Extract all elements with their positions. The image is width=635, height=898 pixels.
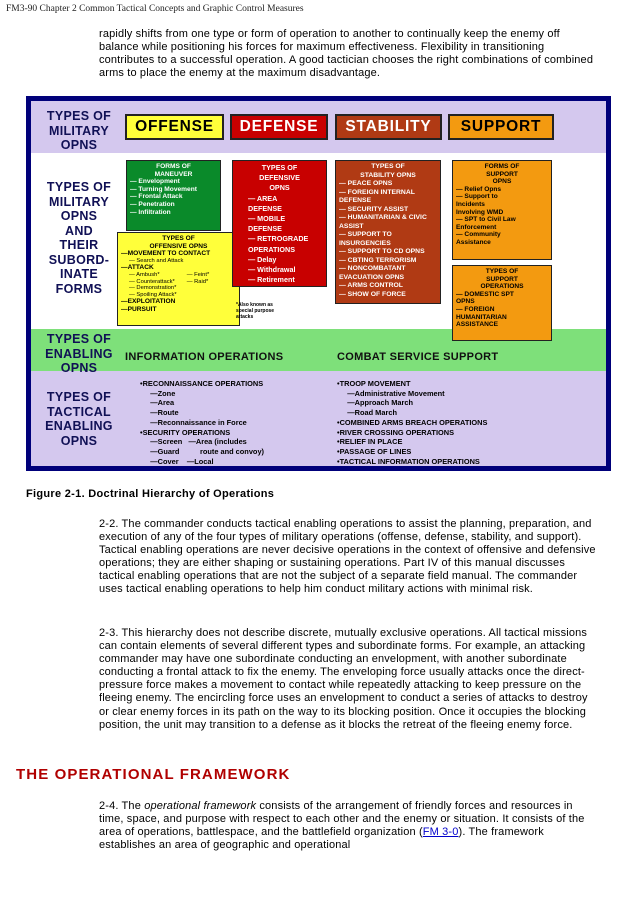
list-line: — Envelopment bbox=[130, 178, 180, 186]
list-line: TYPES OF bbox=[46, 109, 112, 123]
combat-service-support-label: COMBAT SERVICE SUPPORT bbox=[337, 351, 499, 363]
list-line: INATE bbox=[59, 267, 99, 281]
intro-paragraph: rapidly shifts from one type or form of operation to another to continually keep the enemy off balance while positioning his forces for maximum effectiveness. Flexibility in transitioning contributes to a successful operation. A good tactician chooses the right combinations of combined arms to place the enemy at the maximum disadvantage. bbox=[99, 28, 594, 80]
list-line: TYPES OF bbox=[46, 332, 112, 346]
list-line: — SUPPORT TO CD OPNS bbox=[339, 248, 425, 255]
list-line: ENABLING bbox=[45, 419, 113, 433]
list-line: OPNS bbox=[492, 178, 512, 186]
list-line: ENABLING bbox=[45, 346, 113, 361]
list-line: — Delay bbox=[248, 254, 277, 264]
label-types-of-military-opns bbox=[34, 109, 124, 153]
list-line: Incidents bbox=[456, 200, 485, 208]
defense-header: DEFENSE bbox=[230, 114, 328, 140]
list-line: OPERATIONS bbox=[248, 244, 295, 254]
list-line: ASSISTANCE bbox=[456, 321, 499, 329]
offense-header: OFFENSE bbox=[125, 114, 224, 140]
list-line: OPNS bbox=[60, 433, 98, 448]
list-line: — DOMESTIC SPT bbox=[456, 290, 514, 298]
list-line: — Demonstration* bbox=[129, 285, 177, 292]
figure-caption: Figure 2-1. Doctrinal Hierarchy of Operations bbox=[26, 488, 275, 500]
list-line: THEIR bbox=[59, 238, 99, 252]
list-line: — Support to bbox=[456, 193, 498, 201]
list-line: STABILITY OPNS bbox=[360, 171, 416, 179]
list-line: — NONCOMBATANT bbox=[339, 265, 406, 272]
list-line: — Community bbox=[456, 231, 501, 239]
list-line: OPNS bbox=[60, 138, 98, 152]
list-line: — Penetration bbox=[130, 200, 175, 208]
list-line: OPNS bbox=[269, 183, 290, 193]
list-line: — FOREIGN INTERNAL bbox=[339, 188, 415, 196]
list-line: — Raid* bbox=[186, 278, 209, 285]
support-header: SUPPORT bbox=[448, 114, 554, 140]
list-line: — Relief Opns bbox=[456, 185, 502, 193]
paragraph-2-4: 2-4. The operational framework consists of the arrangement of friendly forces and resources in time, space, and purpose with respect to each other and the enemy or situation. It consists of the area of operations, battlespace, and the battlefield organization (FM 3-0). The framework establishes an area of geographic and operational bbox=[99, 800, 585, 852]
list-line: Assistance bbox=[456, 238, 491, 246]
section-title: THE OPERATIONAL FRAMEWORK bbox=[16, 766, 291, 783]
list-line: OPNS bbox=[60, 361, 98, 375]
list-line: — MOBILE bbox=[248, 214, 286, 224]
list-line: — Turning Movement bbox=[130, 185, 197, 193]
list-line: DEFENSE bbox=[248, 224, 282, 234]
list-line: DEFENSIVE bbox=[259, 173, 300, 183]
list-line: — Withdrawal bbox=[248, 265, 296, 275]
running-head: FM3-90 Chapter 2 Common Tactical Concepts and Graphic Control Measures bbox=[6, 4, 304, 14]
list-line: — PEACE OPNS bbox=[339, 180, 393, 187]
list-line: FORMS OF bbox=[484, 163, 520, 170]
list-line: — Frontal Attack bbox=[130, 193, 183, 201]
list-line: — SUPPORT TO bbox=[339, 231, 392, 238]
forms-of-support-box bbox=[452, 160, 552, 260]
operational-framework-term: operational framework bbox=[144, 800, 257, 812]
list-line: MILITARY bbox=[48, 123, 110, 138]
special-purpose-footnote bbox=[236, 302, 274, 320]
list-line: SUPPORT bbox=[486, 170, 518, 178]
list-line: — SPT to Civil Law bbox=[456, 216, 516, 224]
label-types-of-tactical-enabling-opns bbox=[34, 390, 124, 448]
list-line: special purpose bbox=[236, 308, 275, 314]
list-line: — ARMS CONTROL bbox=[339, 282, 403, 289]
list-line: FORMS OF bbox=[156, 163, 191, 170]
stability-header: STABILITY bbox=[335, 114, 442, 140]
tactical-left-list: •RECONNAISSANCE OPERATIONS —Zone —Area —Route —Reconnaissance in Force •SECURITY OPERATIONS —Screen —Area (includes —Guard route and convoy) —Cover —Local bbox=[140, 379, 265, 466]
forms-of-maneuver-box bbox=[126, 160, 221, 231]
fm-3-0-link[interactable]: FM 3-0 bbox=[422, 826, 459, 839]
support-opns-box bbox=[452, 265, 552, 341]
paragraph-2-2: 2-2. The commander conducts tactical enabling operations to assist the planning, preparation, and execution of any of the four types of military operations (offense, defense, stability, and support). Tactical enabling operations are never decisive operations in the context of offensive and defensive operations; they are either shaping or sustaining operations. Part IV of this manual discusses tactical enabling operations that are not the subject of a separate field manual. The commander uses tactical enabling operations to help him conduct military actions with minimal risk. bbox=[99, 518, 596, 596]
list-line: TYPES OF bbox=[261, 163, 298, 172]
tactical-right-list: •TROOP MOVEMENT —Administrative Movement —Approach March —Road March •COMBINED ARMS BREACH OPERATIONS •RIVER CROSSING OPERATIONS •RELIEF IN PLACE •PASSAGE OF LINES •TACTICAL INFORMATION OPERATIONS bbox=[337, 379, 488, 466]
list-line: Involving WMD bbox=[456, 208, 504, 216]
list-line: DEFENSE bbox=[339, 197, 372, 204]
list-line: TYPES OF bbox=[162, 235, 195, 242]
list-line: — RETROGRADE bbox=[248, 234, 309, 244]
list-line: — Retirement bbox=[248, 275, 295, 285]
list-line: INSURGENCIES bbox=[339, 239, 391, 247]
list-line: SUBORD- bbox=[48, 252, 110, 267]
list-line: — HUMANITARIAN & CIVIC bbox=[339, 214, 427, 221]
list-line: TACTICAL bbox=[47, 404, 111, 419]
list-line: — AREA bbox=[248, 193, 278, 203]
list-line: —EXPLOITATION bbox=[121, 298, 176, 306]
list-line: — SHOW OF FORCE bbox=[339, 290, 406, 298]
paragraph-2-3: 2-3. This hierarchy does not describe discrete, mutually exclusive operations. All tactical missions can contain elements of several different types and subordinate forms. For example, an attacking commander may have one subordinate conducting an envelopment, with another subordinate conducting a frontal attack to fix the enemy. The enveloping force usually attacks once the direct-pressure force makes a movement to contact while repeatedly attacking to keep pressure on the fleeing enemy. The encircling force uses an envelopment to conduct a series of attacks to destroy or clear enemy forces in its path on the way to its blocking position. Once it occupies the blocking position, the unit may transition to a defense as it blocks the retreat of the fleeing enemy force. bbox=[99, 627, 588, 731]
label-types-of-enabling-opns bbox=[34, 332, 124, 376]
list-line: HUMANITARIAN bbox=[456, 313, 507, 321]
list-line: — Counterattack* bbox=[129, 278, 175, 285]
list-line: — FOREIGN bbox=[456, 305, 495, 313]
list-line: —PURSUIT bbox=[121, 305, 157, 313]
list-line: — Feint* bbox=[186, 271, 210, 278]
list-line: attacks bbox=[236, 314, 254, 320]
list-line: Enforcement bbox=[456, 223, 497, 231]
list-line: EVACUATION OPNS bbox=[339, 273, 405, 281]
list-line: MILITARY bbox=[48, 194, 110, 209]
list-line: TYPES OF bbox=[485, 268, 519, 275]
list-line: OPERATIONS bbox=[480, 283, 524, 291]
list-line: FORMS bbox=[55, 281, 103, 296]
list-line: — CBTING TERRORISM bbox=[339, 256, 417, 264]
list-line: — Infiltration bbox=[130, 208, 171, 216]
information-operations-label: INFORMATION OPERATIONS bbox=[125, 351, 284, 363]
list-line: MANEUVER bbox=[154, 170, 193, 178]
list-line: TYPES OF bbox=[371, 163, 405, 170]
list-line: TYPES OF bbox=[46, 390, 112, 404]
list-line: SUPPORT bbox=[486, 275, 518, 283]
label-types-military-opns-subordinate bbox=[34, 180, 124, 296]
stability-opns-box bbox=[335, 160, 441, 304]
list-line: OPNS bbox=[456, 298, 475, 306]
list-line: — Spoiling Attack* bbox=[129, 291, 177, 298]
doctrinal-hierarchy-figure bbox=[26, 96, 611, 471]
defensive-opns-box bbox=[232, 160, 327, 287]
list-line: OFFENSIVE OPNS bbox=[149, 242, 208, 250]
list-line: OPNS bbox=[60, 209, 98, 223]
list-line: — Ambush* bbox=[129, 271, 160, 278]
list-line: *Also known as bbox=[236, 302, 273, 308]
list-line: DEFENSE bbox=[248, 203, 282, 213]
list-line: ASSIST bbox=[339, 222, 364, 230]
offensive-opns-box: TYPES OF OFFENSIVE OPNS —MOVEMENT TO CONTACT — Search and Attack —ATTACK — Ambush* — Counterattack* — Demonstration* — Spoiling Attack* — Feint* — Raid* —EXPLOITATION —PURSUIT bbox=[117, 232, 240, 326]
list-line: AND bbox=[65, 223, 93, 238]
list-line: — SECURITY ASSIST bbox=[339, 205, 409, 213]
list-line: TYPES OF bbox=[46, 180, 112, 194]
